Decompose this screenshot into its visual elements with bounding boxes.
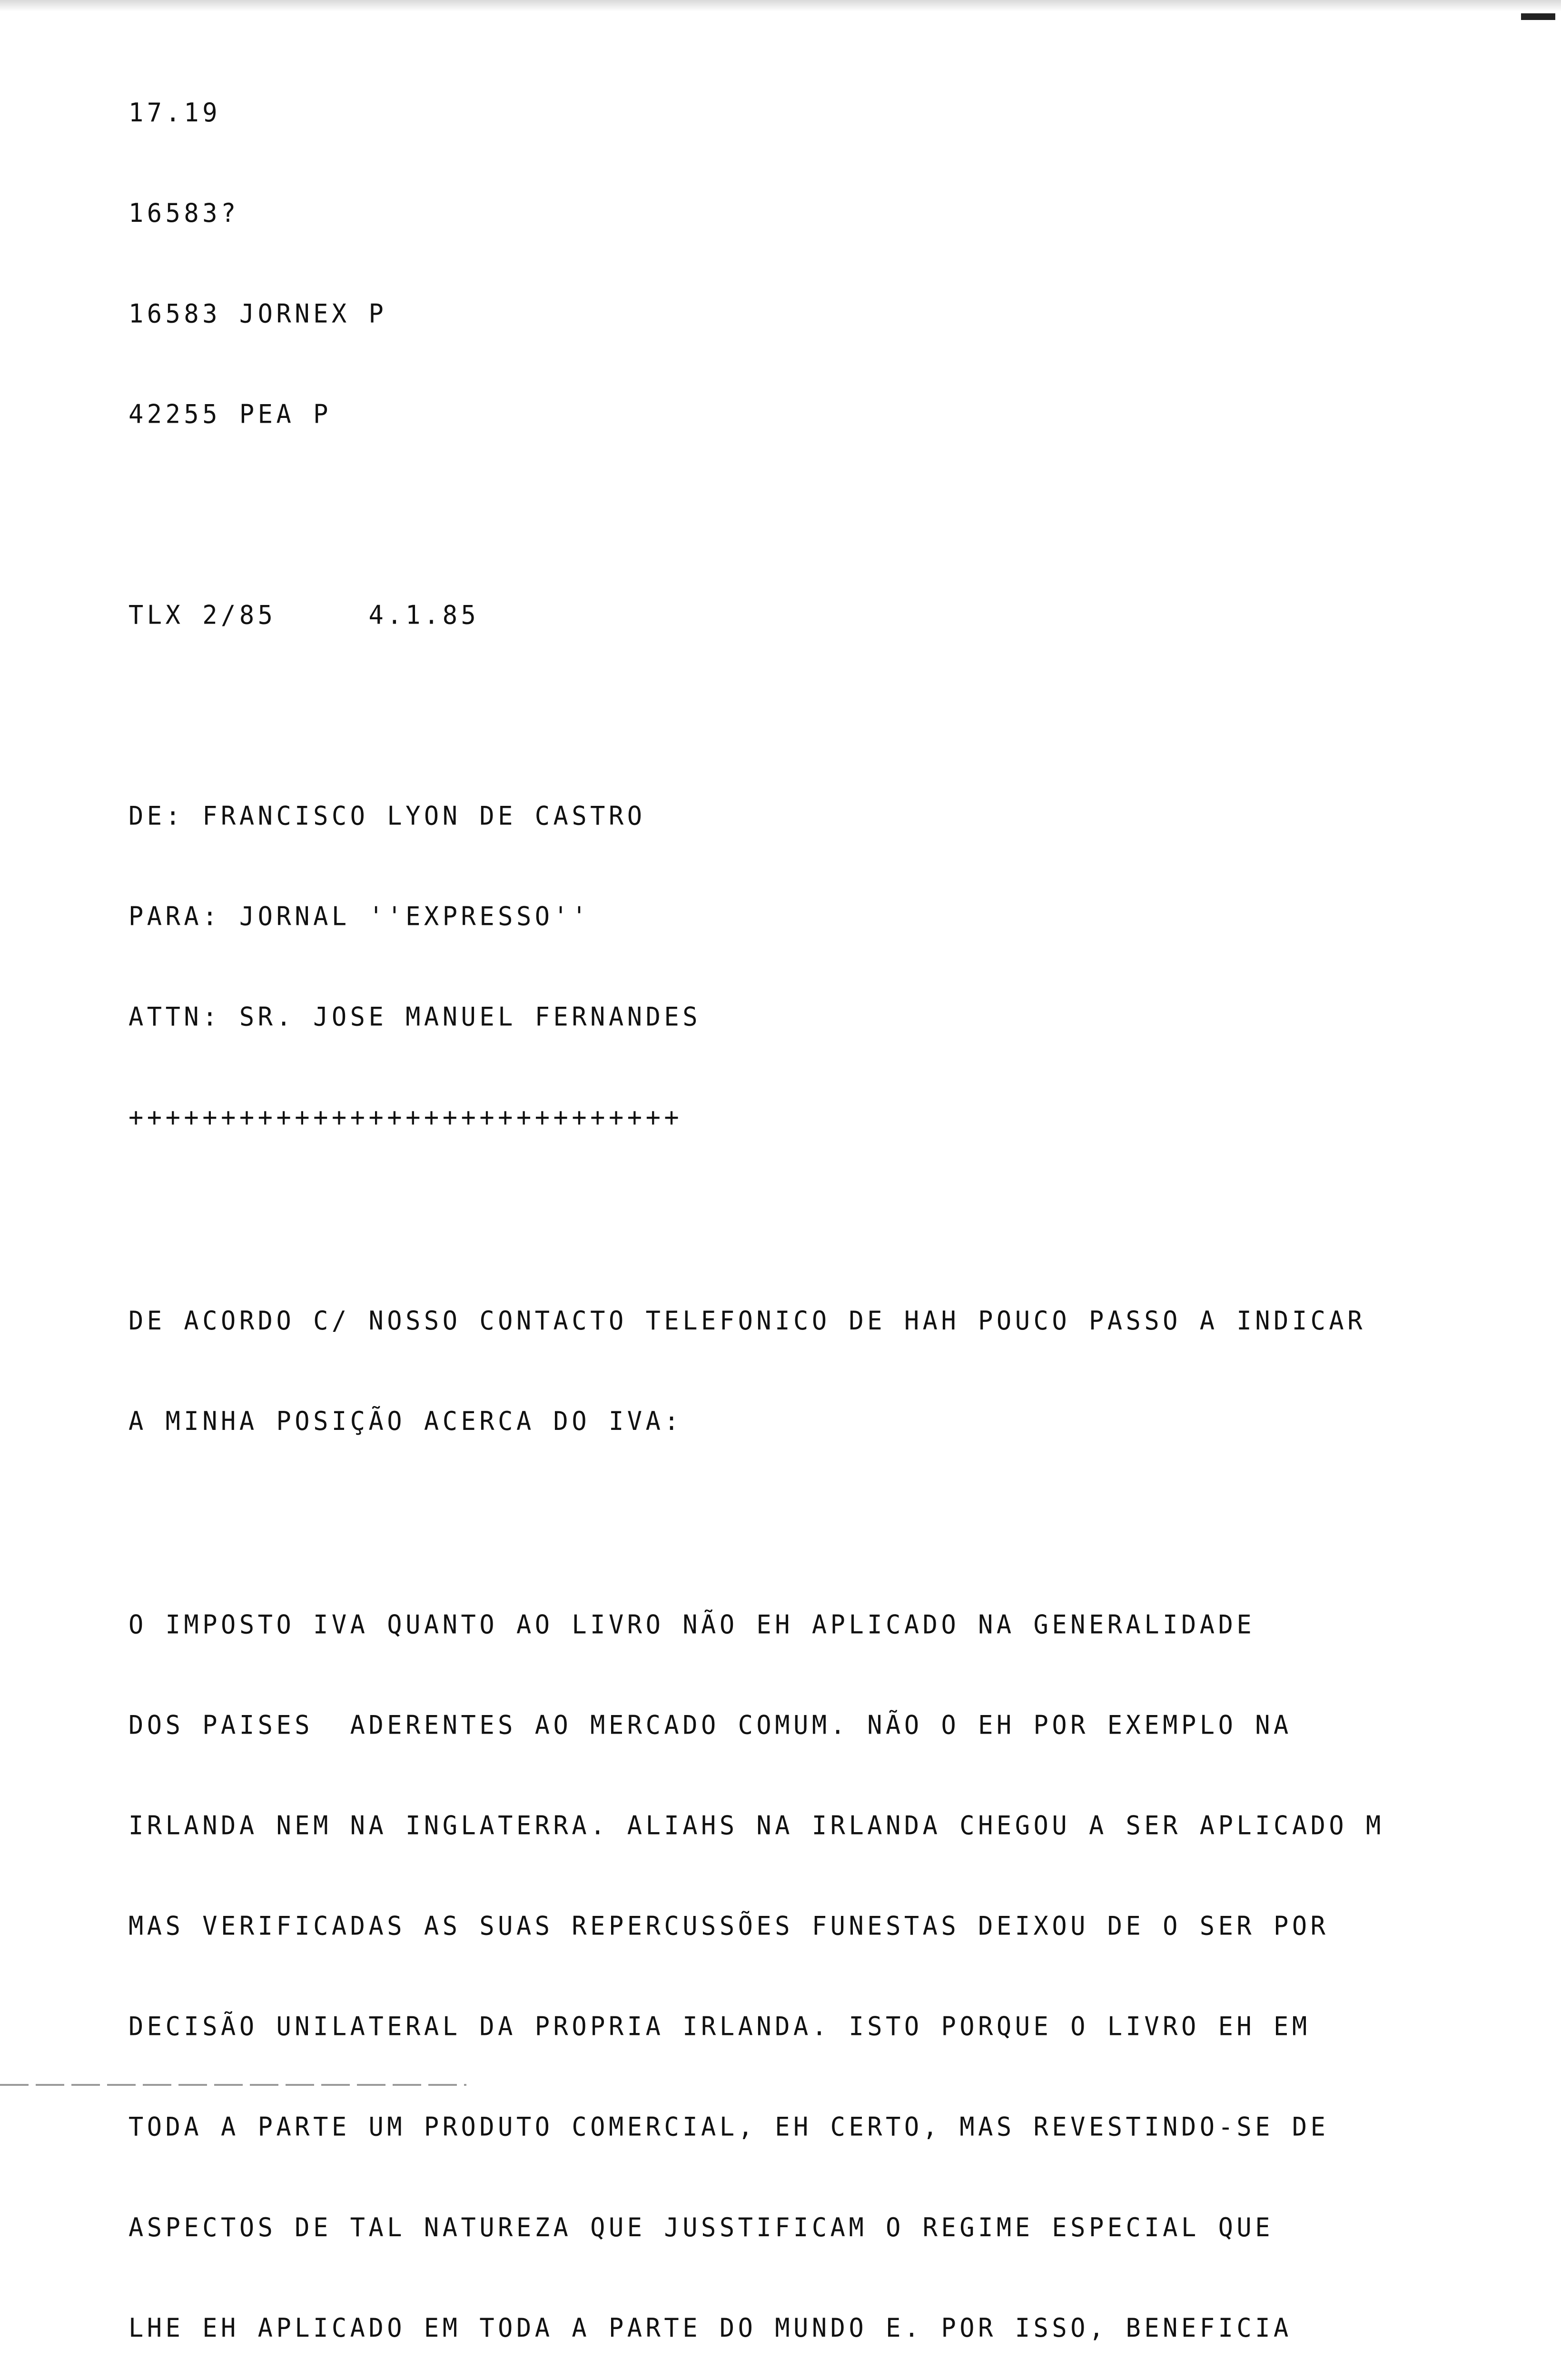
separator-line: ++++++++++++++++++++++++++++++ (128, 1102, 683, 1133)
header-line-answerback-2: 42255 PEA P (128, 399, 332, 429)
paragraph-1-line: DOS PAISES ADERENTES AO MERCADO COMUM. NÃO O EH POR EXEMPLO NA (128, 1710, 1292, 1741)
paragraph-1-line: MAS VERIFICADAS AS SUAS REPERCUSSÕES FUNESTAS DEIXOU DE O SER POR (128, 1911, 1329, 1942)
paragraph-1-line: LHE EH APLICADO EM TODA A PARTE DO MUNDO E. POR ISSO, BENEFICIA (128, 2313, 1292, 2343)
from-line: DE: FRANCISCO LYON DE CASTRO (128, 801, 646, 832)
paragraph-1-line: DECISÃO UNILATERAL DA PROPRIA IRLANDA. ISTO PORQUE O LIVRO EH EM (128, 2012, 1311, 2042)
paragraph-1-line: TODA A PARTE UM PRODUTO COMERCIAL, EH CERTO, MAS REVESTINDO-SE DE (128, 2112, 1329, 2142)
header-line-query: 16583? (128, 198, 239, 228)
to-line: PARA: JORNAL ''EXPRESSO'' (128, 902, 591, 932)
telex-message (128, 30, 1490, 2380)
scan-bottom-edge (0, 2084, 466, 2086)
paragraph-1-line: IRLANDA NEM NA INGLATERRA. ALIAHS NA IRLANDA CHEGOU A SER APLICADO M (128, 1811, 1384, 1841)
intro-line: A MINHA POSIÇÃO ACERCA DO IVA: (128, 1406, 683, 1437)
scan-corner-mark (1521, 13, 1555, 20)
telex-date: 4.1.85 (368, 600, 480, 631)
intro-line: DE ACORDO C/ NOSSO CONTACTO TELEFONICO DE HAH POUCO PASSO A INDICAR (128, 1306, 1366, 1336)
telex-reference-line (128, 599, 1490, 632)
header-line-time: 17.19 (128, 98, 221, 128)
header-line-answerback-1: 16583 JORNEX P (128, 298, 387, 329)
telex-reference: TLX 2/85 (128, 600, 277, 631)
scan-top-edge (0, 0, 1561, 11)
paragraph-1-line: O IMPOSTO IVA QUANTO AO LIVRO NÃO EH APLICADO NA GENERALIDADE (128, 1610, 1255, 1640)
attn-line: ATTN: SR. JOSE MANUEL FERNANDES (128, 1002, 701, 1032)
paragraph-1-line: ASPECTOS DE TAL NATUREZA QUE JUSSTIFICAM O REGIME ESPECIAL QUE (128, 2212, 1274, 2243)
